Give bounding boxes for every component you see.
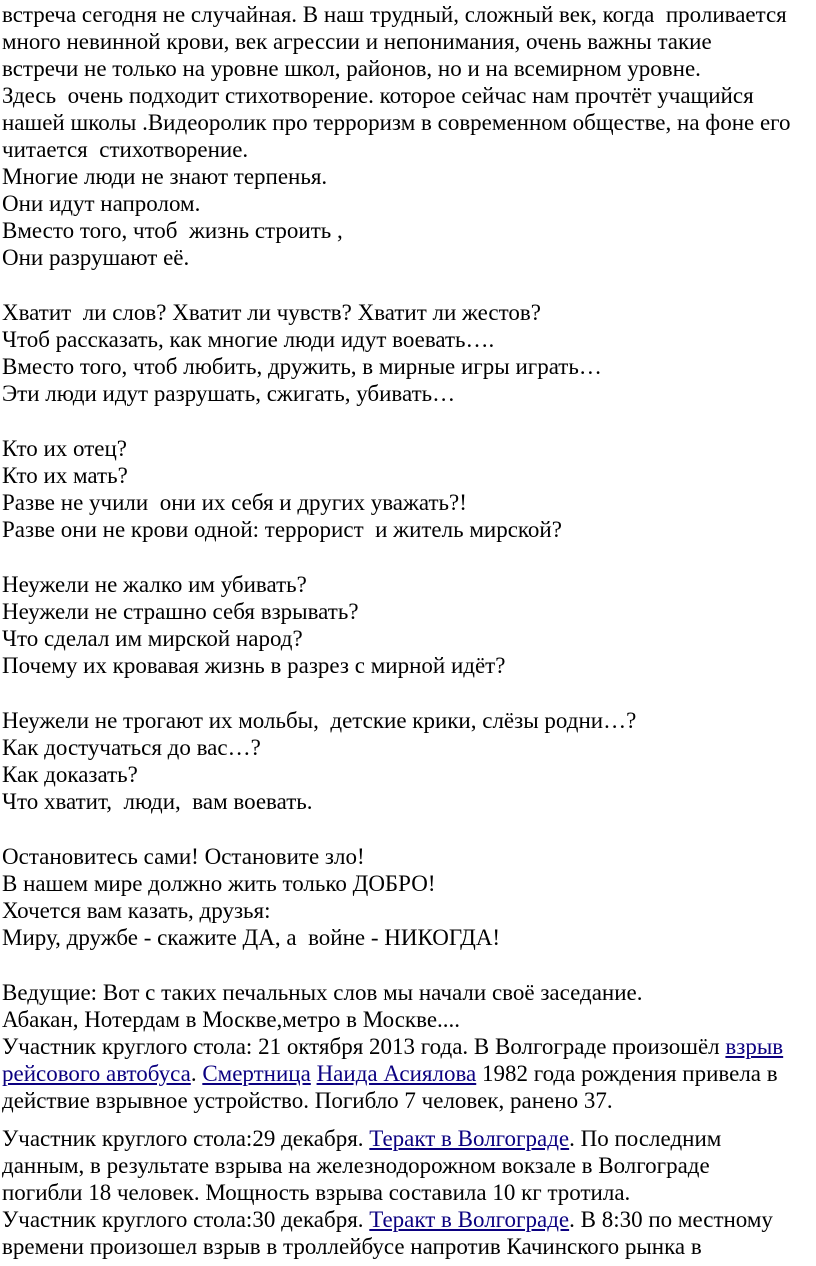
link-vzryv[interactable]: взрыв [725, 1034, 784, 1059]
poem-line: Неужели не жалко им убивать? [2, 572, 307, 597]
poem-line: Что хватит, люди, вам воевать. [2, 789, 313, 814]
p1-line-3: действие взрывное устройство. Погибло 7 человек, ранено 37. [2, 1088, 613, 1113]
p3-text-b: . В 8:30 по местному [569, 1207, 773, 1232]
poem-line: Миру, дружбе - скажите ДА, а войне - НИКОГДА! [2, 925, 501, 950]
p3-line-2: времени произошел взрыв в троллейбусе напротив Качинского рынка в [2, 1234, 702, 1259]
poem-line: Чтоб рассказать, как многие люди идут воевать…. [2, 327, 495, 352]
link-terakt-v-volgograde-2[interactable]: Теракт в Волгограде [369, 1207, 570, 1232]
poem-line: Кто их отец? [2, 436, 127, 461]
p1-text-a: Участник круглого стола: 21 октября 2013 года. В Волгограде произошёл [2, 1034, 726, 1059]
link-smertnica[interactable]: Смертница [202, 1061, 311, 1086]
p1-text-b: . [190, 1061, 203, 1086]
p2-text-a: Участник круглого стола:29 декабря. [2, 1126, 370, 1151]
p1-text-c: 1982 года рождения привела в [476, 1061, 778, 1086]
link-reysovogo-avtobusa[interactable]: рейсового автобуса [2, 1061, 191, 1086]
poem-line: Что сделал им мирской народ? [2, 626, 303, 651]
p2-line-3: погибли 18 человек. Мощность взрыва составила 10 кг тротила. [2, 1180, 631, 1205]
poem-line: Хочется вам казать, друзья: [2, 898, 271, 923]
link-terakt-v-volgograde[interactable]: Теракт в Волгограде [369, 1126, 570, 1151]
p1-line-1 [2, 1033, 783, 1060]
p3-text-a: Участник круглого стола:30 декабря. [2, 1207, 370, 1232]
p2-text-b: . По последним [569, 1126, 722, 1151]
intro-line-4: Здесь очень подходит стихотворение. которое сейчас нам прочтёт учащийся [2, 83, 754, 108]
intro-line-1: встреча сегодня не случайная. В наш трудный, сложный век, когда проливается [2, 2, 787, 27]
poem-line: Разве не учили они их себя и других уважать?! [2, 490, 467, 515]
poem-line: Вместо того, чтоб жизнь строить , [2, 218, 343, 243]
poem-line: Они разрушают её. [2, 245, 190, 270]
intro-line-5: нашей школы .Видеоролик про терроризм в современном обществе, на фоне его [2, 110, 791, 135]
poem-line: Неужели не страшно себя взрывать? [2, 599, 359, 624]
poem-line: Многие люди не знают терпенья. [2, 164, 328, 189]
poem-line: Кто их мать? [2, 463, 128, 488]
p1-line-2 [2, 1060, 778, 1087]
poem-line: Они идут напролом. [2, 191, 201, 216]
p2-line-1 [2, 1125, 721, 1152]
poem-line: Разве они не крови одной: террорист и житель мирской? [2, 517, 562, 542]
places-line: Абакан, Нотердам в Москве,метро в Москве.... [2, 1007, 461, 1032]
p3-line-1 [2, 1206, 773, 1233]
poem-line: Эти люди идут разрушать, сжигать, убивать… [2, 381, 456, 406]
poem-line: Неужели не трогают их мольбы, детские крики, слёзы родни…? [2, 708, 637, 733]
poem-line: Как доказать? [2, 762, 138, 787]
intro-line-3: встречи не только на уровне школ, районов, но и на всемирном уровне. [2, 56, 701, 81]
host-line: Ведущие: Вот с таких печальных слов мы начали своё заседание. [2, 980, 643, 1005]
poem-line: Вместо того, чтоб любить, дружить, в мирные игры играть… [2, 354, 602, 379]
p2-line-2: данным, в результате взрыва на железнодорожном вокзале в Волгограде [2, 1153, 710, 1178]
poem-line: В нашем мире должно жить только ДОБРО! [2, 871, 436, 896]
poem-line: Почему их кровавая жизнь в разрез с мирной идёт? [2, 653, 506, 678]
poem-line: Как достучаться до вас…? [2, 735, 261, 760]
intro-line-6: читается стихотворение. [2, 137, 249, 162]
link-naida-asiyalova[interactable]: Наида Асиялова [316, 1061, 477, 1086]
intro-line-2: много невинной крови, век агрессии и непонимания, очень важны такие [2, 29, 712, 54]
poem-line: Хватит ли слов? Хватит ли чувств? Хватит ли жестов? [2, 300, 541, 325]
poem-line: Остановитесь сами! Остановите зло! [2, 844, 365, 869]
